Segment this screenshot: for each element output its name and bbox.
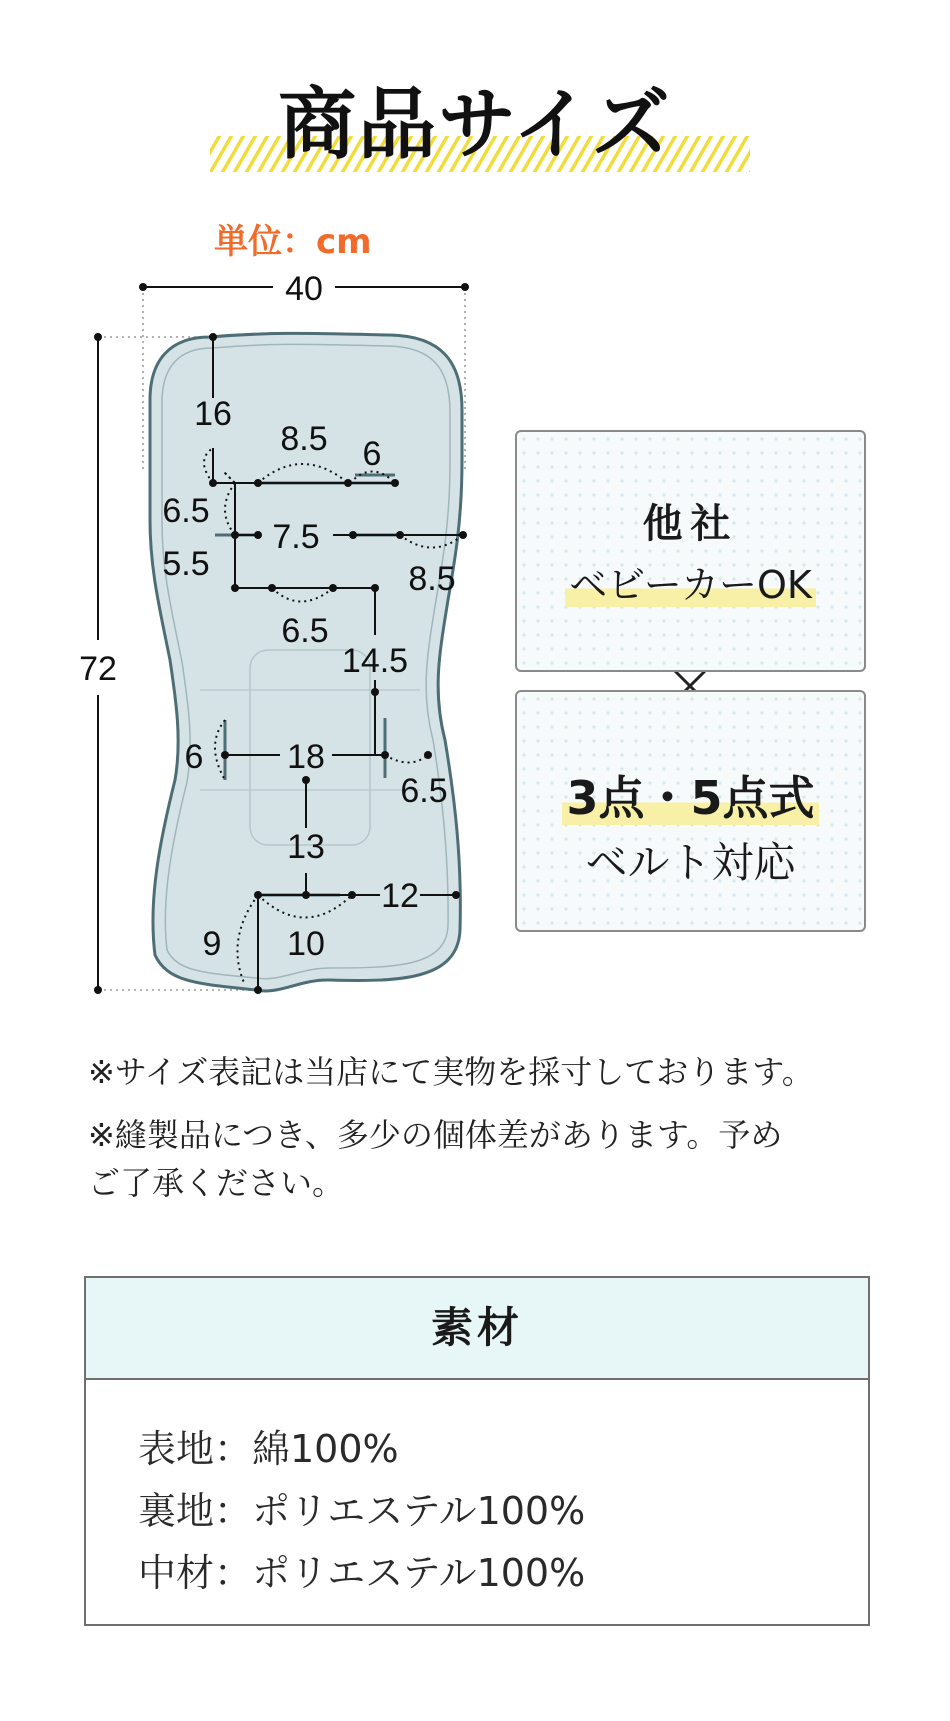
page-title: 商品サイズ — [278, 80, 672, 170]
note-variance-line1: ※縫製品につき、多少の個体差があります。予め — [88, 1116, 783, 1154]
materials-row-filling: 中材：ポリエステル100% — [138, 1551, 586, 1595]
dim-middle: 7.5 — [272, 518, 320, 556]
feature-box-belt-title: 3点・5点式 — [517, 762, 864, 828]
dim-width-total: 40 — [285, 270, 323, 308]
dim-center-vertical: 14.5 — [341, 642, 409, 680]
feature-box-stroller — [515, 430, 866, 672]
feature-box-stroller-subtitle: ベビーカーOK — [517, 554, 864, 609]
feature-box-belt-subtitle: ベルト対応 — [585, 838, 796, 887]
materials-table — [84, 1276, 870, 1626]
feature-box-belt — [515, 690, 866, 932]
note-variance-line2: ご了承ください。 — [88, 1164, 345, 1202]
dim-crotch-left: 6 — [184, 738, 204, 776]
dim-lower-center: 6.5 — [281, 612, 329, 650]
materials-row-outer: 表地：綿100% — [138, 1427, 399, 1471]
dim-bottom-left: 9 — [202, 925, 222, 963]
dim-left-upper: 6.5 — [162, 492, 210, 530]
dim-bottom-vertical: 13 — [287, 828, 325, 866]
dim-top-to-belt: 16 — [194, 395, 232, 433]
dim-bottom-center: 10 — [287, 925, 325, 963]
dim-crotch-right: 6.5 — [400, 772, 448, 810]
dim-height-total: 72 — [79, 650, 117, 688]
materials-heading: 素材 — [86, 1278, 868, 1380]
feature-box-stroller-title: 他社 — [642, 501, 739, 547]
dim-bottom-right: 12 — [381, 877, 419, 915]
dim-upper-center: 8.5 — [280, 420, 328, 458]
dim-upper-right: 6 — [362, 435, 382, 473]
dim-crotch-width: 18 — [287, 738, 325, 776]
materials-row-back: 裏地：ポリエステル100% — [138, 1489, 586, 1533]
unit-label: 単位：cm — [214, 222, 372, 262]
dim-left-lower: 5.5 — [162, 545, 210, 583]
dim-right-mid: 8.5 — [408, 560, 456, 598]
note-measurement: ※サイズ表記は当店にて実物を採寸しております。 — [88, 1053, 814, 1091]
